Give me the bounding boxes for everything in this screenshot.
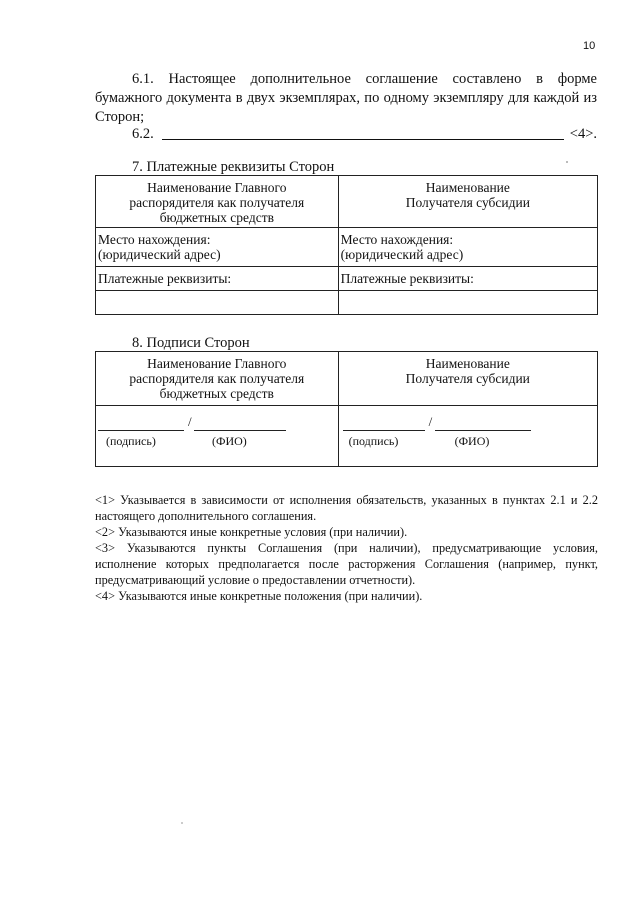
page-number: 10 [583, 40, 596, 52]
header-line: бюджетных средств [159, 210, 274, 225]
fio-line [435, 420, 531, 431]
payment-details-table [95, 175, 598, 315]
recipient-signature-cell [338, 406, 597, 467]
recipient-payment-label: Платежные реквизиты: [338, 267, 597, 291]
section-7-heading: 7. Платежные реквизиты Сторон [132, 159, 335, 175]
main-manager-signature-cell [96, 406, 339, 467]
clause-6-1: 6.1. Настоящее дополнительное соглашение составлено в форме бумажного документа в двух экземплярах, по одному экземпляру для каждой из Сторон; [95, 71, 597, 125]
recipient-location [338, 228, 597, 267]
clause-6-2-blank-line [162, 138, 564, 140]
footnote-3: <3> Указываются пункты Соглашения (при наличии), предусматривающие условия, исполнение которых предполагается после расторжения Соглашения (например, пункт, предусматривающий условие о предоставлении отчетности). [95, 541, 598, 587]
footnotes [95, 492, 598, 604]
separator-slash: / [188, 414, 192, 429]
clause-6-2-number: 6.2. [132, 126, 154, 142]
header-line: Наименование Главного [147, 180, 287, 195]
header-line: распорядителя как получателя [129, 371, 305, 386]
clause-6-2-footnote-ref: <4>. [569, 126, 597, 142]
location-line: (юридический адрес) [98, 247, 221, 262]
fio-line [194, 420, 286, 431]
signature-label: (подпись) [348, 434, 399, 448]
separator-slash: / [428, 414, 433, 429]
header-line: Наименование [425, 180, 510, 195]
location-line: Место нахождения: [98, 232, 211, 247]
signature-label: (подпись) [106, 434, 156, 448]
main-manager-payment-label: Платежные реквизиты: [96, 267, 339, 291]
main-manager-header [96, 352, 339, 406]
footnote-1: <1> Указывается в зависимости от исполнения обязательств, указанных в пунктах 2.1 и 2.2 настоящего дополнительного соглашения. [95, 493, 598, 523]
header-line: Получателя субсидии [405, 195, 530, 210]
recipient-header [338, 176, 597, 228]
main-manager-payment-value [96, 291, 339, 315]
header-line: Наименование Главного [147, 356, 287, 371]
footnote-4: <4> Указываются иные конкретные положения (при наличии). [95, 589, 423, 603]
fio-label: (ФИО) [454, 434, 490, 448]
signature-line [98, 420, 184, 431]
signature-line [343, 420, 425, 431]
scan-speck [181, 822, 183, 824]
main-manager-location [96, 228, 339, 267]
scan-speck [566, 161, 568, 163]
header-line: Получателя субсидии [405, 371, 530, 386]
section-8-heading: 8. Подписи Сторон [132, 335, 250, 351]
header-line: распорядителя как получателя [129, 195, 305, 210]
footnote-2: <2> Указываются иные конкретные условия (при наличии). [95, 525, 408, 539]
recipient-payment-value [338, 291, 597, 315]
header-line: бюджетных средств [159, 386, 274, 401]
clause-6-2 [132, 125, 597, 144]
recipient-header [338, 352, 597, 406]
main-manager-header [96, 176, 339, 228]
location-line: (юридический адрес) [340, 247, 464, 262]
fio-label: (ФИО) [212, 434, 247, 448]
header-line: Наименование [425, 356, 510, 371]
location-line: Место нахождения: [340, 232, 454, 247]
signatures-table [95, 351, 598, 467]
